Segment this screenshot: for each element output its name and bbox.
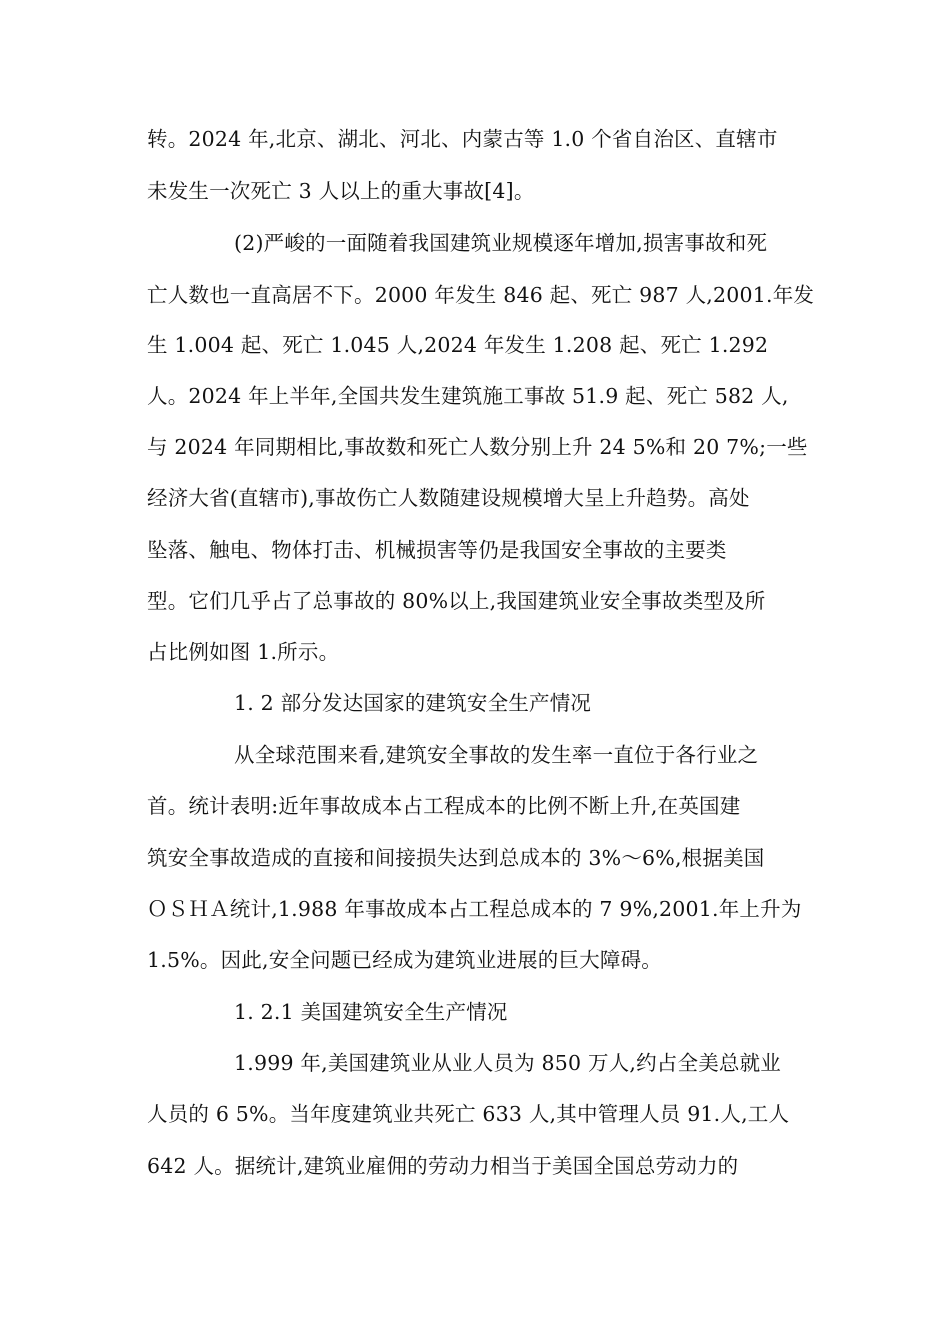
paragraph-start-line: (2)严峻的一面随着我国建筑业规模逐年增加,损害事故和死 — [234, 231, 768, 255]
text-line: 人。2024 年上半年,全国共发生建筑施工事故 51.9 起、死亡 582 人, — [147, 384, 789, 408]
text-line: 与 2024 年同期相比,事故数和死亡人数分别上升 24 5%和 20 7%;一些 — [147, 435, 808, 459]
paragraph-start-line: 从全球范围来看,建筑安全事故的发生率一直位于各行业之 — [234, 743, 759, 767]
text-line: 亡人数也一直高居不下。2000 年发生 846 起、死亡 987 人,2001.年发 — [147, 283, 815, 307]
text-line: 筑安全事故造成的直接和间接损失达到总成本的 3%～6%,根据美国 — [147, 846, 765, 870]
text-line: 型。它们几乎占了总事故的 80%以上,我国建筑业安全事故类型及所 — [147, 589, 766, 613]
text-line: 转。2024 年,北京、湖北、河北、内蒙古等 1.0 个省自治区、直辖市 — [147, 127, 778, 151]
text-line: 1.5%。因此,安全问题已经成为建筑业进展的巨大障碍。 — [147, 948, 662, 972]
text-line: 首。统计表明:近年事故成本占工程成本的比例不断上升,在英国建 — [147, 794, 741, 818]
text-line: 坠落、触电、物体打击、机械损害等仍是我国安全事故的主要类 — [147, 538, 727, 562]
text-line: 生 1.004 起、死亡 1.045 人,2024 年发生 1.208 起、死亡 1.292 — [147, 333, 769, 357]
subsection-heading: 1. 2.1 美国建筑安全生产情况 — [234, 1000, 508, 1024]
text-line: 642 人。据统计,建筑业雇佣的劳动力相当于美国全国总劳动力的 — [147, 1154, 739, 1178]
text-line: 经济大省(直辖市),事故伤亡人数随建设规模增大呈上升趋势。高处 — [147, 486, 750, 510]
text-line: 占比例如图 1.所示。 — [147, 640, 340, 664]
section-heading: 1. 2 部分发达国家的建筑安全生产情况 — [234, 691, 592, 715]
text-line: ＯＳＨＡ统计,1.988 年事故成本占工程总成本的 7 9%,2001.年上升为 — [147, 897, 802, 921]
paragraph-start-line: 1.999 年,美国建筑业从业人员为 850 万人,约占全美总就业 — [234, 1051, 781, 1075]
text-line: 人员的 6 5%。当年度建筑业共死亡 633 人,其中管理人员 91.人,工人 — [147, 1102, 790, 1126]
text-line: 未发生一次死亡 3 人以上的重大事故[4]。 — [147, 179, 535, 203]
